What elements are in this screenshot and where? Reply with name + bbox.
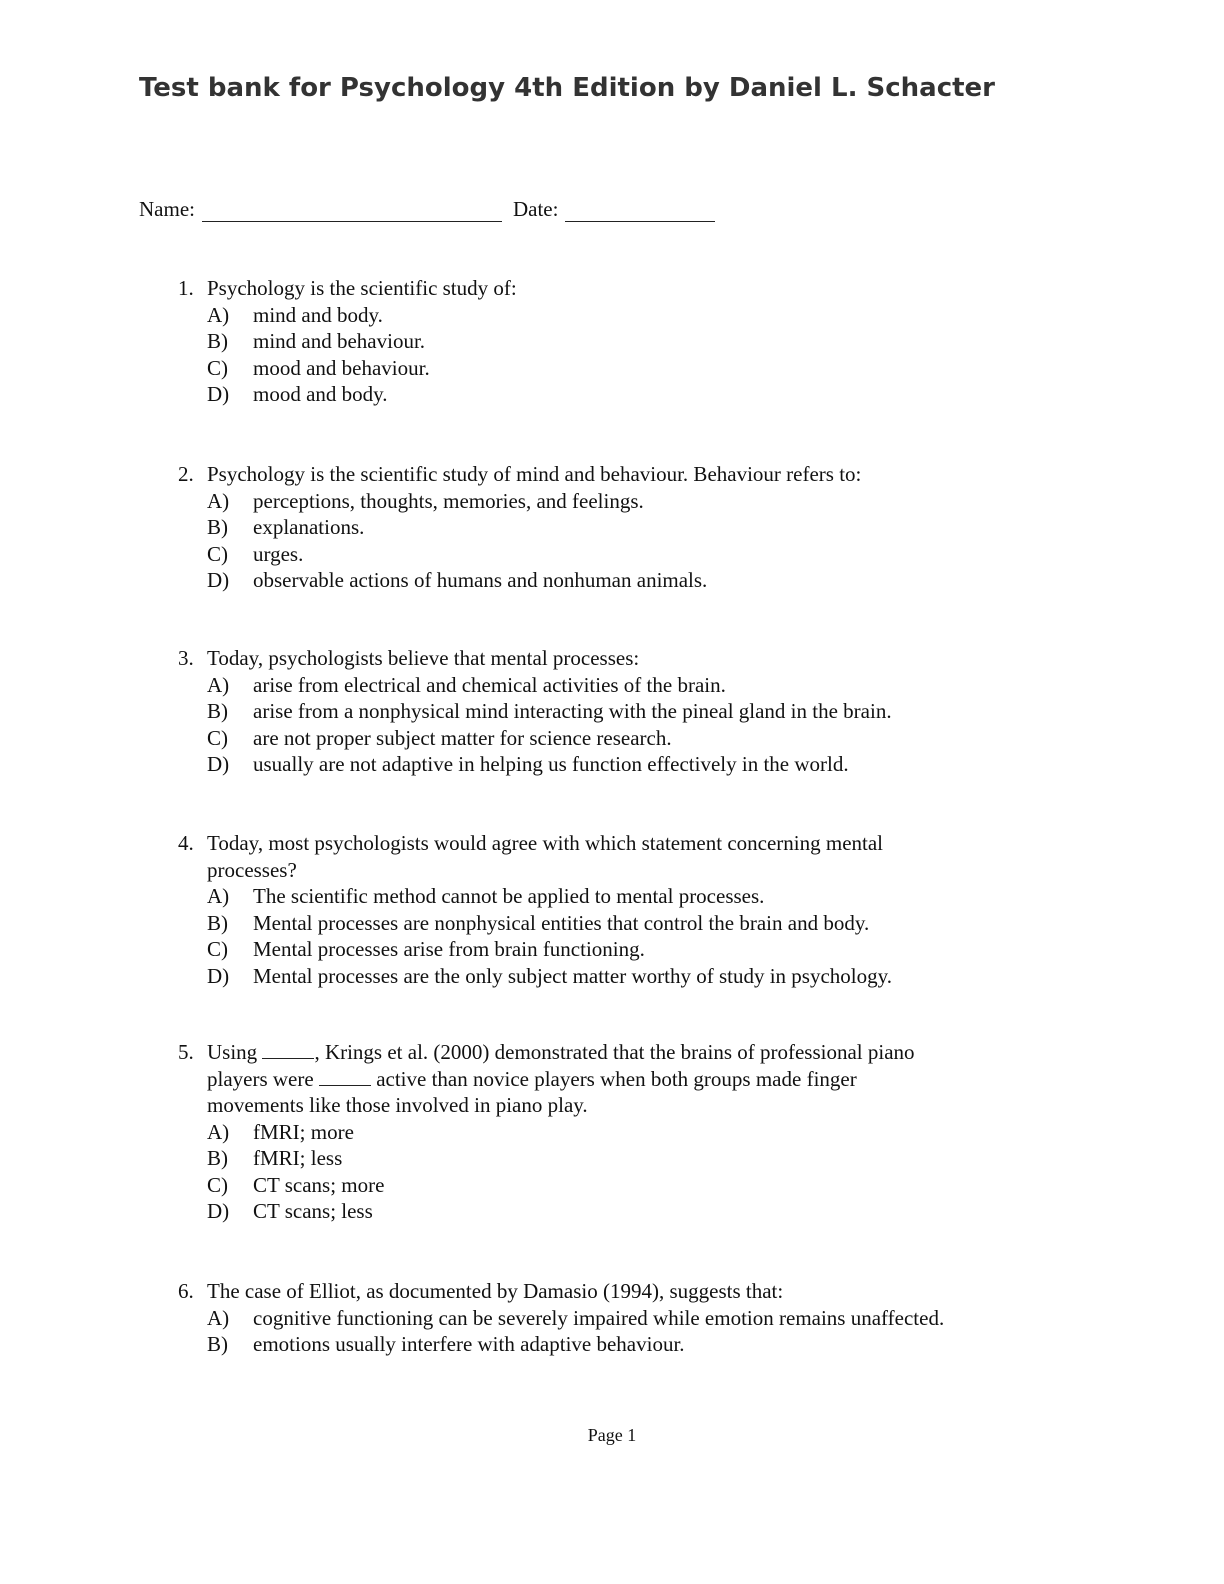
option-d: [207, 567, 1058, 594]
question-text: [207, 1039, 1058, 1119]
question-text: The case of Elliot, as documented by Damasio (1994), suggests that:: [207, 1279, 784, 1303]
option-d: [207, 751, 1058, 778]
option-text: arise from a nonphysical mind interacting with the pineal gland in the brain.: [253, 699, 892, 723]
name-blank: [202, 203, 502, 222]
document-title: Test bank for Psychology 4th Edition by Daniel L. Schacter: [139, 73, 995, 103]
option-text: CT scans; less: [253, 1199, 373, 1223]
question-number: 5.: [178, 1040, 194, 1064]
option-text: are not proper subject matter for science research.: [253, 725, 672, 750]
option-label: A): [207, 1305, 230, 1330]
option-text: mood and body.: [253, 382, 388, 406]
option-label: C): [207, 725, 228, 750]
name-label: Name:: [139, 197, 195, 221]
question-text-part: , Krings et al. (2000) demonstrated that the brains of professional piano: [314, 1040, 915, 1064]
option-list: [207, 488, 1058, 594]
question-text-part: Using: [207, 1040, 258, 1064]
question-number: 3.: [178, 646, 194, 670]
option-text: CT scans; more: [253, 1172, 385, 1197]
option-label: B): [207, 910, 228, 935]
option-list: [207, 302, 1058, 408]
option-text: mind and behaviour.: [253, 329, 426, 353]
date-blank: [565, 203, 715, 222]
option-b: [207, 698, 1058, 725]
option-list: [207, 672, 1058, 778]
option-text: emotions usually interfere with adaptive behaviour.: [253, 1332, 685, 1356]
option-label: D): [207, 568, 230, 592]
option-list: [207, 1305, 1058, 1358]
question-text-part: players were: [207, 1066, 314, 1091]
option-label: B): [207, 1332, 228, 1356]
question-text: Psychology is the scientific study of:: [207, 276, 517, 300]
answer-blank: [262, 1041, 314, 1059]
option-text: fMRI; less: [253, 1146, 343, 1170]
question-5: [178, 1039, 1058, 1225]
option-label: A): [207, 488, 230, 513]
question-text-line: processes?: [207, 857, 297, 882]
question-text-line: Today, most psychologists would agree with which statement concerning mental: [207, 831, 884, 855]
option-text: perceptions, thoughts, memories, and feelings.: [253, 488, 644, 513]
question-text-part: active than novice players when both groups made finger: [376, 1066, 857, 1091]
option-label: B): [207, 1146, 228, 1170]
option-d: [207, 381, 1058, 408]
option-label: C): [207, 937, 228, 961]
option-c: [207, 541, 1058, 568]
option-list: [207, 883, 1058, 989]
option-label: A): [207, 302, 230, 327]
question-2: [178, 461, 1058, 594]
option-text: mind and body.: [253, 302, 383, 327]
option-text: urges.: [253, 541, 304, 566]
question-text: Psychology is the scientific study of mind and behaviour. Behaviour refers to:: [207, 462, 862, 486]
option-a: [207, 883, 1058, 910]
question-3: [178, 645, 1058, 778]
option-a: [207, 488, 1058, 515]
answer-blank: [319, 1068, 371, 1086]
option-label: D): [207, 752, 230, 776]
option-a: [207, 302, 1058, 329]
option-label: D): [207, 963, 230, 988]
question-number: 4.: [178, 831, 194, 855]
option-text: usually are not adaptive in helping us function effectively in the world.: [253, 752, 849, 776]
option-text: The scientific method cannot be applied to mental processes.: [253, 884, 765, 908]
page-number: Page 1: [587, 1425, 637, 1445]
option-text: explanations.: [253, 515, 365, 539]
date-label: Date:: [512, 197, 559, 221]
option-label: B): [207, 329, 228, 353]
option-label: C): [207, 355, 228, 380]
option-list: [207, 1119, 1058, 1225]
question-text: Today, psychologists believe that mental processes:: [207, 646, 640, 670]
option-b: [207, 328, 1058, 355]
option-text: arise from electrical and chemical activities of the brain.: [253, 672, 726, 697]
question-text: [207, 830, 1058, 883]
option-label: D): [207, 1199, 230, 1223]
option-b: [207, 514, 1058, 541]
option-label: A): [207, 1119, 230, 1144]
option-label: A): [207, 672, 230, 697]
option-text: cognitive functioning can be severely impaired while emotion remains unaffected.: [253, 1305, 945, 1330]
option-label: A): [207, 884, 230, 908]
option-label: B): [207, 699, 228, 723]
name-date-line: [139, 196, 715, 222]
option-text: observable actions of humans and nonhuman animals.: [253, 568, 708, 592]
option-c: [207, 725, 1058, 752]
option-text: Mental processes are the only subject matter worthy of study in psychology.: [253, 963, 892, 988]
question-number: 2.: [178, 462, 194, 486]
option-d: [207, 1198, 1058, 1225]
option-text: Mental processes arise from brain functioning.: [253, 937, 645, 961]
question-text-part: movements like those involved in piano play.: [207, 1093, 588, 1117]
option-a: [207, 672, 1058, 699]
option-text: mood and behaviour.: [253, 355, 430, 380]
option-a: [207, 1119, 1058, 1146]
option-c: [207, 936, 1058, 963]
option-text: fMRI; more: [253, 1119, 354, 1144]
option-label: D): [207, 382, 230, 406]
option-b: [207, 1331, 1058, 1358]
question-number: 1.: [178, 276, 194, 300]
question-4: [178, 830, 1058, 989]
option-label: C): [207, 541, 228, 566]
question-6: [178, 1278, 1058, 1358]
option-label: B): [207, 515, 228, 539]
option-b: [207, 910, 1058, 937]
question-1: [178, 275, 1058, 408]
option-text: Mental processes are nonphysical entities that control the brain and body.: [253, 910, 870, 935]
option-b: [207, 1145, 1058, 1172]
option-label: C): [207, 1172, 228, 1197]
question-number: 6.: [178, 1279, 194, 1303]
option-d: [207, 963, 1058, 990]
option-c: [207, 1172, 1058, 1199]
option-a: [207, 1305, 1058, 1332]
option-c: [207, 355, 1058, 382]
